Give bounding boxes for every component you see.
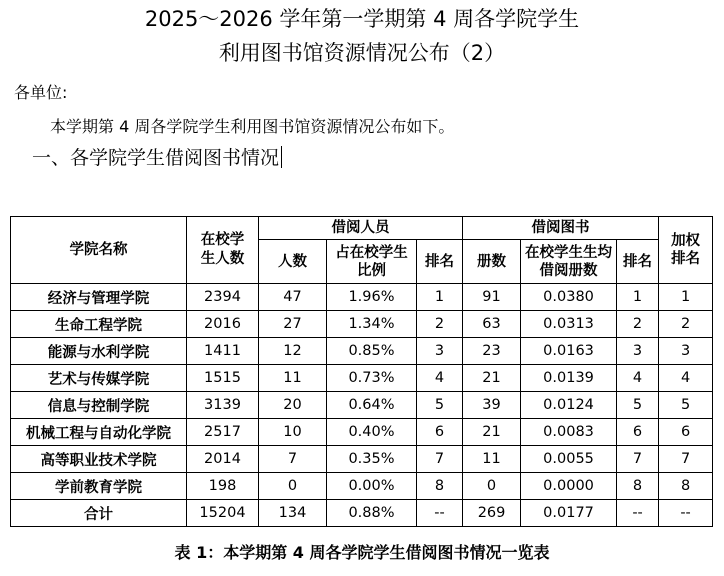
borrower-count-cell: 27 xyxy=(259,311,327,338)
book-count-cell: 269 xyxy=(463,500,521,527)
intro-paragraph: 本学期第 4 周各学院学生利用图书馆资源情况公布如下。 xyxy=(50,117,455,136)
header-book-avg: 在校学生生均借阅册数 xyxy=(521,240,617,284)
borrower-count-cell: 10 xyxy=(259,419,327,446)
borrower-ratio-cell: 1.34% xyxy=(327,311,417,338)
table-row xyxy=(11,446,713,473)
book-rank-cell: 7 xyxy=(617,446,659,473)
college-name-cell: 经济与管理学院 xyxy=(11,284,187,311)
header-book-rank: 排名 xyxy=(617,240,659,284)
borrower-rank-cell: 5 xyxy=(417,392,463,419)
weighted-rank-cell: 8 xyxy=(659,473,713,500)
borrower-count-cell: 12 xyxy=(259,338,327,365)
table-row xyxy=(11,392,713,419)
header-books-group: 借阅图书 xyxy=(463,217,659,240)
borrower-ratio-cell: 0.85% xyxy=(327,338,417,365)
enrolled-count-cell: 3139 xyxy=(187,392,259,419)
borrower-count-cell: 134 xyxy=(259,500,327,527)
book-avg-cell: 0.0380 xyxy=(521,284,617,311)
college-name-cell: 能源与水利学院 xyxy=(11,338,187,365)
enrolled-count-cell: 1411 xyxy=(187,338,259,365)
weighted-rank-cell: 5 xyxy=(659,392,713,419)
book-count-cell: 11 xyxy=(463,446,521,473)
weighted-rank-cell: 1 xyxy=(659,284,713,311)
book-count-cell: 23 xyxy=(463,338,521,365)
header-borrower-ratio: 占在校学生比例 xyxy=(327,240,417,284)
header-borrower-count: 人数 xyxy=(259,240,327,284)
enrolled-count-cell: 2517 xyxy=(187,419,259,446)
college-name-cell: 高等职业技术学院 xyxy=(11,446,187,473)
book-rank-cell: 2 xyxy=(617,311,659,338)
college-name-cell: 信息与控制学院 xyxy=(11,392,187,419)
borrower-rank-cell: 1 xyxy=(417,284,463,311)
book-count-cell: 21 xyxy=(463,419,521,446)
borrowing-stats-table xyxy=(10,216,713,527)
section-heading[interactable] xyxy=(32,143,282,170)
book-avg-cell: 0.0139 xyxy=(521,365,617,392)
book-rank-cell: 5 xyxy=(617,392,659,419)
borrower-rank-cell: 7 xyxy=(417,446,463,473)
weighted-rank-cell: 2 xyxy=(659,311,713,338)
weighted-rank-cell: 4 xyxy=(659,365,713,392)
book-count-cell: 21 xyxy=(463,365,521,392)
book-avg-cell: 0.0163 xyxy=(521,338,617,365)
borrower-rank-cell: -- xyxy=(417,500,463,527)
borrower-rank-cell: 2 xyxy=(417,311,463,338)
borrower-rank-cell: 6 xyxy=(417,419,463,446)
book-count-cell: 91 xyxy=(463,284,521,311)
borrower-ratio-cell: 0.35% xyxy=(327,446,417,473)
borrower-count-cell: 11 xyxy=(259,365,327,392)
table-row xyxy=(11,419,713,446)
borrower-rank-cell: 3 xyxy=(417,338,463,365)
table-row xyxy=(11,284,713,311)
weighted-rank-cell: 7 xyxy=(659,446,713,473)
book-avg-cell: 0.0055 xyxy=(521,446,617,473)
enrolled-count-cell: 198 xyxy=(187,473,259,500)
borrower-rank-cell: 4 xyxy=(417,365,463,392)
book-avg-cell: 0.0083 xyxy=(521,419,617,446)
borrower-ratio-cell: 0.73% xyxy=(327,365,417,392)
enrolled-count-cell: 15204 xyxy=(187,500,259,527)
book-rank-cell: -- xyxy=(617,500,659,527)
book-count-cell: 63 xyxy=(463,311,521,338)
book-avg-cell: 0.0000 xyxy=(521,473,617,500)
weighted-rank-cell: 3 xyxy=(659,338,713,365)
enrolled-count-cell: 2014 xyxy=(187,446,259,473)
table-row xyxy=(11,365,713,392)
book-rank-cell: 1 xyxy=(617,284,659,311)
college-name-cell: 艺术与传媒学院 xyxy=(11,365,187,392)
table-total-row xyxy=(11,500,713,527)
weighted-rank-cell: -- xyxy=(659,500,713,527)
book-avg-cell: 0.0124 xyxy=(521,392,617,419)
book-count-cell: 39 xyxy=(463,392,521,419)
borrower-count-cell: 0 xyxy=(259,473,327,500)
book-count-cell: 0 xyxy=(463,473,521,500)
book-rank-cell: 4 xyxy=(617,365,659,392)
document-title-line-1: 2025～2026 学年第一学期第 4 周各学院学生 xyxy=(144,7,580,31)
book-rank-cell: 8 xyxy=(617,473,659,500)
college-name-cell: 合计 xyxy=(11,500,187,527)
enrolled-count-cell: 1515 xyxy=(187,365,259,392)
college-name-cell: 机械工程与自动化学院 xyxy=(11,419,187,446)
weighted-rank-cell: 6 xyxy=(659,419,713,446)
borrower-ratio-cell: 0.00% xyxy=(327,473,417,500)
document-title-line-2: 利用图书馆资源情况公布（2） xyxy=(218,41,506,65)
book-rank-cell: 6 xyxy=(617,419,659,446)
borrower-ratio-cell: 0.88% xyxy=(327,500,417,527)
enrolled-count-cell: 2016 xyxy=(187,311,259,338)
header-college: 学院名称 xyxy=(11,217,187,284)
table-row xyxy=(11,338,713,365)
table-row xyxy=(11,473,713,500)
text-cursor xyxy=(281,146,282,168)
recipient-line: 各单位: xyxy=(14,83,68,102)
college-name-cell: 生命工程学院 xyxy=(11,311,187,338)
table-caption: 表 1：本学期第 4 周各学院学生借阅图书情况一览表 xyxy=(174,543,550,562)
borrower-ratio-cell: 1.96% xyxy=(327,284,417,311)
header-book-count: 册数 xyxy=(463,240,521,284)
header-borrowers-group: 借阅人员 xyxy=(259,217,463,240)
enrolled-count-cell: 2394 xyxy=(187,284,259,311)
borrower-ratio-cell: 0.40% xyxy=(327,419,417,446)
book-avg-cell: 0.0313 xyxy=(521,311,617,338)
book-rank-cell: 3 xyxy=(617,338,659,365)
borrower-count-cell: 20 xyxy=(259,392,327,419)
book-avg-cell: 0.0177 xyxy=(521,500,617,527)
header-weighted-rank: 加权排名 xyxy=(659,217,713,284)
header-enrolled: 在校学生人数 xyxy=(187,217,259,284)
borrower-count-cell: 47 xyxy=(259,284,327,311)
college-name-cell: 学前教育学院 xyxy=(11,473,187,500)
borrower-rank-cell: 8 xyxy=(417,473,463,500)
borrower-ratio-cell: 0.64% xyxy=(327,392,417,419)
section-heading-text: 一、各学院学生借阅图书情况 xyxy=(32,147,280,169)
header-borrower-rank: 排名 xyxy=(417,240,463,284)
borrower-count-cell: 7 xyxy=(259,446,327,473)
table-row xyxy=(11,311,713,338)
